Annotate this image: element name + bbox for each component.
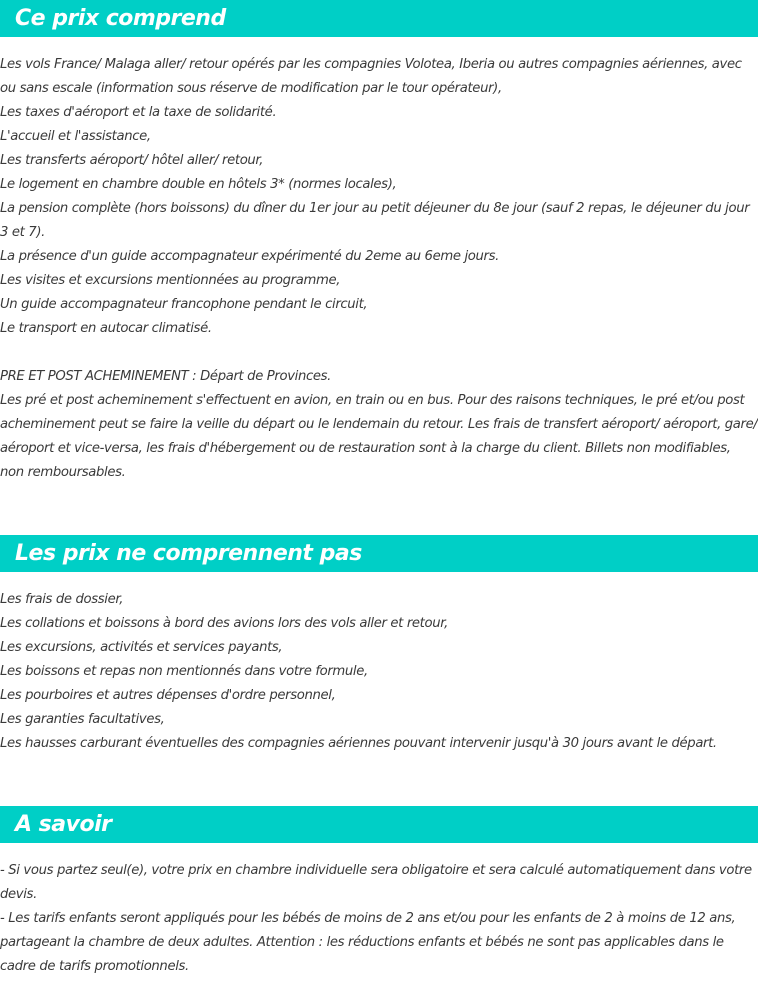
list-item: Les boissons et repas non mentionnés dans votre formule, (0, 664, 368, 679)
list-item: Les pourboires et autres dépenses d'ordre personnel, (0, 688, 336, 703)
list-item: Le transport en autocar climatisé. (0, 321, 212, 336)
list-item: Les visites et excursions mentionnées au programme, (0, 273, 341, 288)
list-item: Les frais de dossier, (0, 592, 124, 607)
list-item: Les hausses carburant éventuelles des compagnies aériennes pouvant intervenir jusqu'à 30 jours avant le départ. (0, 736, 717, 751)
section-title-excludes: Les prix ne comprennent pas (0, 535, 758, 572)
list-item: Le logement en chambre double en hôtels 3* (normes locales), (0, 177, 397, 192)
list-item: - Les tarifs enfants seront appliqués pour les bébés de moins de 2 ans et/ou pour les enfants de 2 à moins de 12 ans, partageant la chambre de deux adultes. Attention : les réductions enfants et bébés ne sont pas applicables dans le cadre de tarifs promotionnels. (0, 911, 736, 974)
list-item: L'accueil et l'assistance, (0, 129, 151, 144)
pre-post-text: Les pré et post acheminement s'effectuent en avion, en train ou en bus. Pour des raisons techniques, le pré et/ou post acheminement peut se faire la veille du départ ou le lendemain du retour. Les frais de transfert aéroport/ aéroport, gare/ aéroport et vice-versa, les frais d'hébergement ou de restauration sont à la charge du client. Billets non modifiables, non remboursables. (0, 393, 758, 480)
section-title-includes: Ce prix comprend (0, 0, 758, 37)
excludes-list (0, 588, 758, 756)
list-item: Les collations et boissons à bord des avions lors des vols aller et retour, (0, 616, 448, 631)
list-item: Les taxes d'aéroport et la taxe de solidarité. (0, 105, 277, 120)
includes-list (0, 53, 758, 485)
list-item: Les transferts aéroport/ hôtel aller/ retour, (0, 153, 264, 168)
list-item: Les garanties facultatives, (0, 712, 165, 727)
section-title-good-to-know: A savoir (0, 806, 758, 843)
list-item: - Si vous partez seul(e), votre prix en chambre individuelle sera obligatoire et sera calculé automatiquement dans votre devis. (0, 863, 752, 902)
list-item: Les vols France/ Malaga aller/ retour opérés par les compagnies Volotea, Iberia ou autres compagnies aériennes, avec ou sans escale (information sous réserve de modification par le tour opérateur), (0, 57, 742, 96)
pre-post-heading: PRE ET POST ACHEMINEMENT : Départ de Provinces. (0, 369, 331, 384)
list-item: La présence d'un guide accompagnateur expérimenté du 2eme au 6eme jours. (0, 249, 499, 264)
good-to-know-list (0, 859, 758, 979)
list-item: La pension complète (hors boissons) du dîner du 1er jour au petit déjeuner du 8e jour (sauf 2 repas, le déjeuner du jour 3 et 7). (0, 201, 750, 240)
list-item: Les excursions, activités et services payants, (0, 640, 283, 655)
list-item: Un guide accompagnateur francophone pendant le circuit, (0, 297, 368, 312)
